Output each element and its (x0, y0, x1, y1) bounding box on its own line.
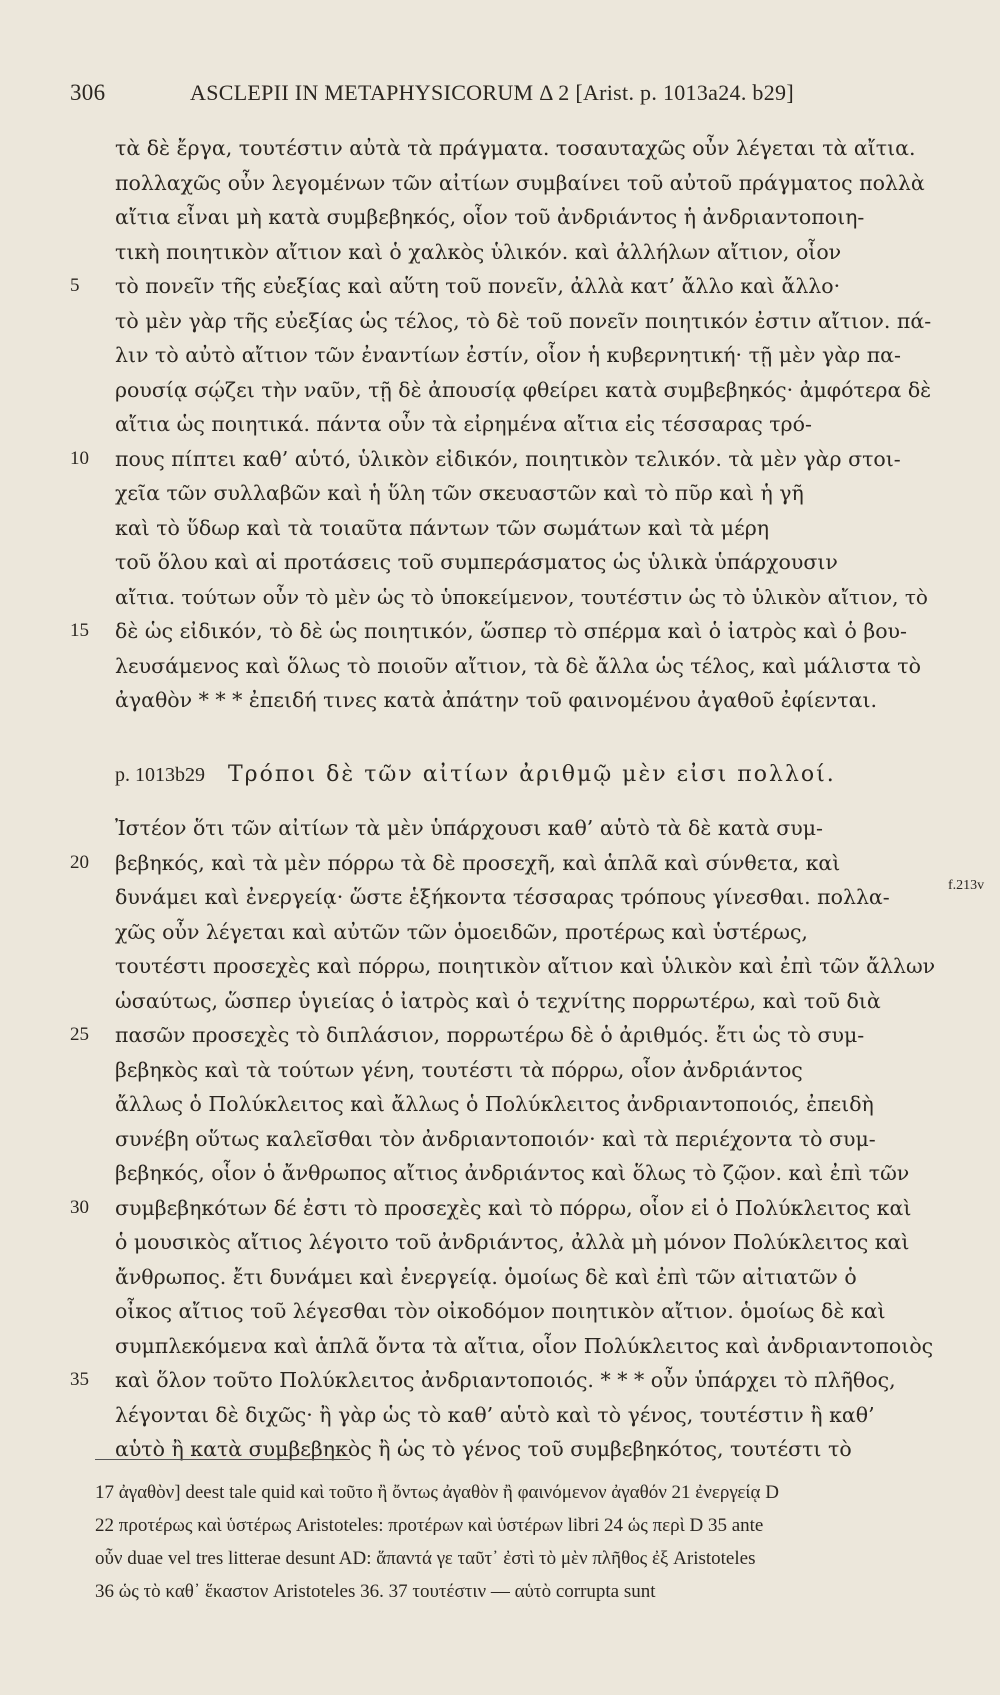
text-line: βεβηκός, καὶ τὰ μὲν πόρρω τὰ δὲ προσεχῆ, καὶ ἁπλᾶ καὶ σύνθετα, καὶ (115, 850, 841, 875)
footnote-line: 17 ἀγαθὸν] deest tale quid καὶ τοῦτο ἢ ὄντως ἀγαθὸν ἢ φαινόμενον ἀγαθόν 21 ἐνεργείᾳ D (95, 1482, 779, 1503)
text-line: δυνάμει καὶ ἐνεργείᾳ· ὥστε ἑξήκοντα τέσσαρας τρόπους γίνεσθαι. πολλα- (115, 885, 890, 909)
line-number: 10 (70, 447, 89, 469)
text-line: χῶς οὖν λέγεται καὶ αὐτῶν τῶν ὁμοειδῶν, προτέρως καὶ ὑστέρως, (115, 919, 808, 944)
text-line: τὸ μὲν γὰρ τῆς εὐεξίας ὡς τέλος, τὸ δὲ τοῦ πονεῖν ποιητικόν ἐστιν αἴτιον. πά- (115, 308, 932, 333)
text-line: συμπλεκόμενα καὶ ἁπλᾶ ὄντα τὰ αἴτια, οἷον Πολύκλειτος καὶ ἀνδριαντοποιὸς (115, 1333, 934, 1358)
text-line: βεβηκός, οἷον ὁ ἄνθρωπος αἴτιος ἀνδριάντος καὶ ὅλως τὸ ζῷον. καὶ ἐπὶ τῶν (115, 1161, 910, 1185)
line-number: 15 (70, 620, 89, 641)
text-line: ὁ μουσικὸς αἴτιος λέγοιτο τοῦ ἀνδριάντος, ἀλλὰ μὴ μόνον Πολύκλειτος καὶ (115, 1230, 910, 1254)
text-line: δὲ ὡς εἰδικόν, τὸ δὲ ὡς ποιητικόν, ὥσπερ τὸ σπέρμα καὶ ὁ ἰατρὸς καὶ ὁ βου- (115, 619, 907, 643)
text-line: οἶκος αἴτιος τοῦ λέγεσθαι τὸν οἰκοδόμον ποιητικὸν αἴτιον. ὁμοίως δὲ καὶ (115, 1299, 886, 1323)
text-line: συμβεβηκότων δέ ἐστι τὸ προσεχὲς καὶ τὸ πόρρω, οἷον εἰ ὁ Πολύκλειτος καὶ (115, 1195, 912, 1220)
line-number: 35 (70, 1369, 89, 1390)
text-line: βεβηκὸς καὶ τὰ τούτων γένη, τουτέστι τὰ πόρρω, οἷον ἀνδριάντος (115, 1057, 803, 1082)
text-line: τὰ δὲ ἔργα, τουτέστιν αὐτὰ τὰ πράγματα. τοσαυταχῶς οὖν λέγεται τὰ αἴτια. (115, 136, 916, 160)
line-number: 30 (70, 1196, 89, 1218)
text-line: αἴτια ὡς ποιητικά. πάντα οὖν τὰ εἰρημένα αἴτια εἰς τέσσαρας τρό- (115, 412, 812, 436)
footnote-rule (95, 1459, 350, 1460)
text-line: τικὴ ποιητικὸν αἴτιον καὶ ὁ χαλκὸς ὑλικόν. καὶ ἀλλήλων αἴτιον, οἷον (115, 239, 842, 264)
margin-folio-note: f.213v (948, 878, 985, 893)
text-line: πασῶν προσεχὲς τὸ διπλάσιον, πορρωτέρω δὲ ὁ ἀριθμός. ἔτι ὡς τὸ συμ- (115, 1023, 865, 1047)
footnote-line: οὖν duae vel tres litterae desunt AD: ἅπαντά γε ταῦτ᾽ ἐστὶ τὸ μὲν πλῆθος ἐξ Aristoteles (95, 1548, 756, 1569)
text-line: χεῖα τῶν συλλαβῶν καὶ ἡ ὕλη τῶν σκευαστῶν καὶ τὸ πῦρ καὶ ἡ γῆ (115, 481, 804, 505)
text-line: πους πίπτει καθ’ αὑτό, ὑλικὸν εἰδικόν, ποιητικὸν τελικόν. τὰ μὲν γὰρ στοι- (115, 446, 901, 471)
text-line: ἀγαθὸν * * * ἐπειδή τινες κατὰ ἀπάτην τοῦ φαινομένου ἀγαθοῦ ἐφίενται. (115, 688, 877, 712)
text-line: αἴτια. τούτων οὖν τὸ μὲν ὡς τὸ ὑποκείμενον, τουτέστιν ὡς τὸ ὑλικὸν αἴτιον, τὸ (115, 584, 928, 609)
line-number: 5 (70, 275, 80, 296)
text-line: αἴτια εἶναι μὴ κατὰ συμβεβηκός, οἷον τοῦ ἀνδριάντος ἡ ἀνδριαντοποιη- (115, 205, 865, 229)
text-line: ὡσαύτως, ὥσπερ ὑγιείας ὁ ἰατρὸς καὶ ὁ τεχνίτης πορρωτέρω, καὶ τοῦ διὰ (115, 988, 881, 1013)
text-line: λέγονται δὲ διχῶς· ἢ γὰρ ὡς τὸ καθ’ αὑτὸ καὶ τὸ γένος, τουτέστιν ἢ καθ’ (115, 1402, 875, 1427)
text-line: τὸ πονεῖν τῆς εὐεξίας καὶ αὕτη τοῦ πονεῖν, ἀλλὰ κατ’ ἄλλο καὶ ἄλλο· (115, 274, 841, 298)
text-line: ρουσίᾳ σῴζει τὴν ναῦν, τῇ δὲ ἀπουσίᾳ φθείρει κατὰ συμβεβηκός· ἀμφότερα δὲ (115, 377, 932, 402)
text-line: πολλαχῶς οὖν λεγομένων τῶν αἰτίων συμβαίνει τοῦ αὐτοῦ πράγματος πολλὰ (115, 170, 925, 195)
text-line: ἄνθρωπος. ἔτι δυνάμει καὶ ἐνεργείᾳ. ὁμοίως δὲ καὶ ἐπὶ τῶν αἰτιατῶν ὁ (115, 1264, 857, 1289)
text-line: λευσάμενος καὶ ὅλως τὸ ποιοῦν αἴτιον, τὰ δὲ ἄλλα ὡς τέλος, καὶ μάλιστα τὸ (115, 653, 921, 678)
running-title: ASCLEPII IN METAPHYSICORUM Δ 2 [Arist. p. 1013a24. b29] (190, 80, 794, 105)
footnote-line: 22 προτέρως καὶ ὑστέρως Aristoteles: προτέρων καὶ ὑστέρων libri 24 ὡς περὶ D 35 ante (95, 1515, 764, 1536)
text-line: Ἰστέον ὅτι τῶν αἰτίων τὰ μὲν ὑπάρχουσι καθ’ αὑτὸ τὰ δὲ κατὰ συμ- (115, 816, 823, 840)
section-lemma: Τρόποι δὲ τῶν αἰτίων ἀριθμῷ μὲν εἰσι πολλοί. (228, 762, 836, 787)
text-line: συνέβη οὕτως καλεῖσθαι τὸν ἀνδριαντοποιόν· καὶ τὰ περιέχοντα τὸ συμ- (115, 1126, 876, 1151)
line-number: 20 (70, 851, 89, 873)
section-reference: p. 1013b29 (115, 764, 205, 786)
text-line: λιν τὸ αὐτὸ αἴτιον τῶν ἐναντίων ἐστίν, οἷον ἡ κυβερνητική· τῇ μὲν γὰρ πα- (115, 343, 901, 367)
page-number: 306 (70, 80, 106, 105)
text-line: τοῦ ὅλου καὶ αἱ προτάσεις τοῦ συμπεράσματος ὡς ὑλικὰ ὑπάρχουσιν (115, 550, 838, 574)
text-line: ἄλλως ὁ Πολύκλειτος καὶ ἄλλως ὁ Πολύκλειτος ἀνδριαντοποιός, ἐπειδὴ (115, 1092, 874, 1116)
text-line: αὑτὸ ἢ κατὰ συμβεβηκὸς ἢ ὡς τὸ γένος τοῦ συμβεβηκότος, τουτέστι τὸ (115, 1437, 852, 1461)
text-line: τουτέστι προσεχὲς καὶ πόρρω, ποιητικὸν αἴτιον καὶ ὑλικὸν καὶ ἐπὶ τῶν ἄλλων (115, 954, 936, 978)
text-line: καὶ τὸ ὕδωρ καὶ τὰ τοιαῦτα πάντων τῶν σωμάτων καὶ τὰ μέρη (115, 515, 770, 540)
footnote-line: 36 ὡς τὸ καθ᾽ ἕκαστον Aristoteles 36. 37 τουτέστιν — αὑτὸ corrupta sunt (95, 1581, 656, 1602)
line-number: 25 (70, 1024, 89, 1045)
section-heading (115, 762, 935, 796)
page-header (70, 80, 890, 116)
text-line: καὶ ὅλον τοῦτο Πολύκλειτος ἀνδριαντοποιός. * * * οὖν ὑπάρχει τὸ πλῆθος, (115, 1368, 896, 1392)
